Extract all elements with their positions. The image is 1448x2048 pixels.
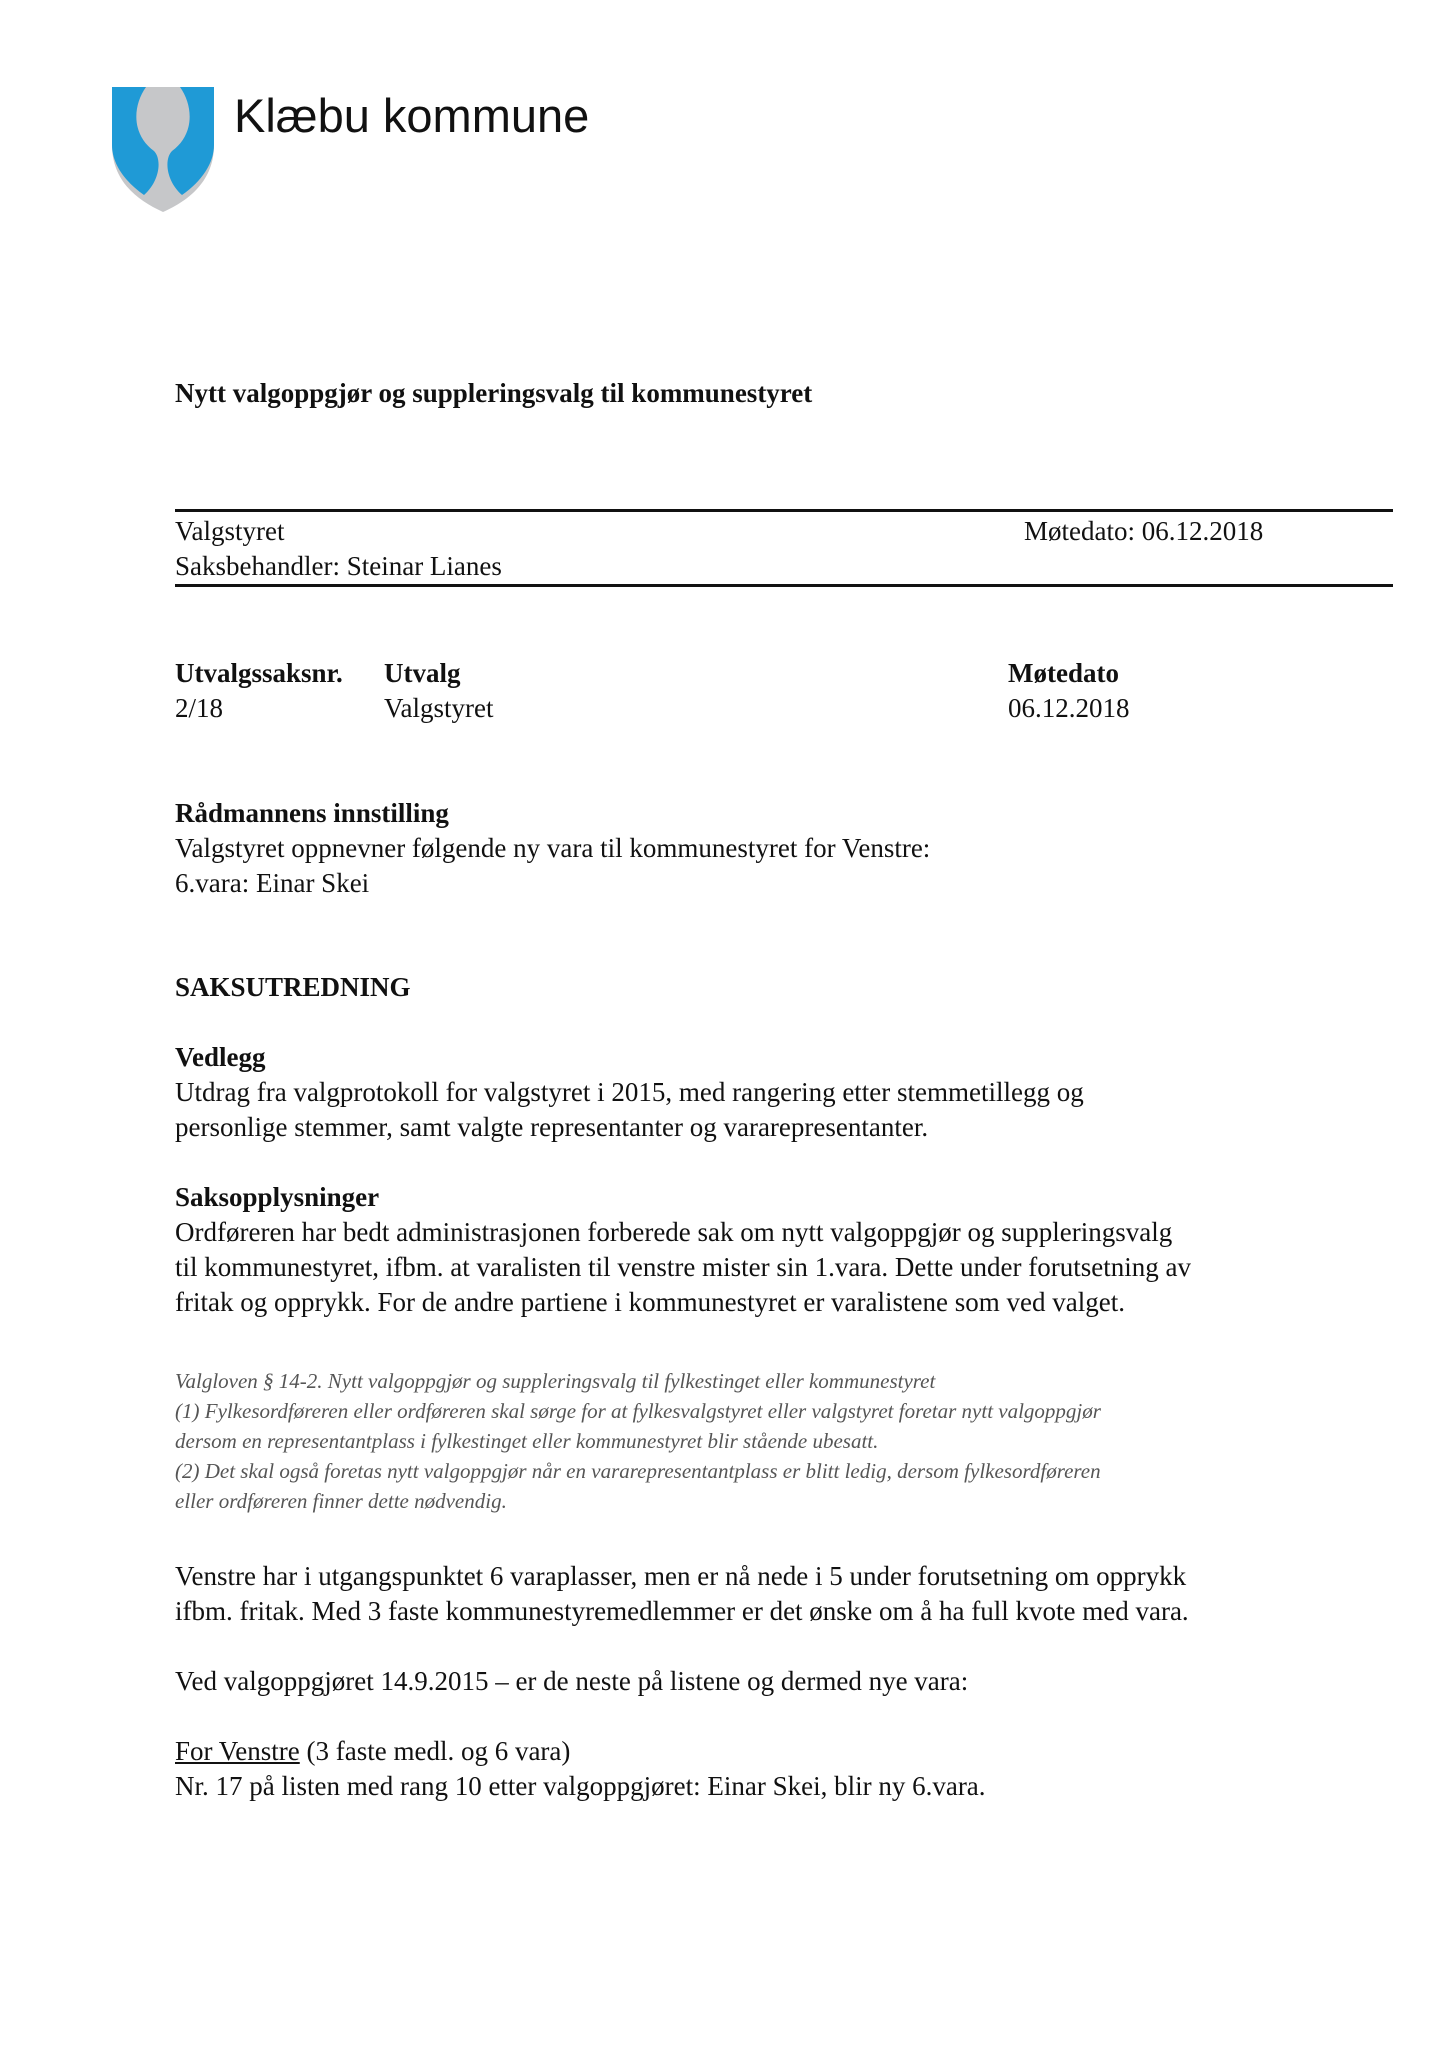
valgoppgjor-paragraph: Ved valgoppgjøret 14.9.2015 – er de neste på listene og dermed nye vara: xyxy=(175,1666,969,1696)
meeting-date: Møtedato: 06.12.2018 xyxy=(1024,516,1264,546)
section-heading: SAKSUTREDNING xyxy=(175,972,411,1002)
cell-date: 06.12.2018 xyxy=(1008,693,1130,723)
recommendation-heading: Rådmannens innstilling xyxy=(175,798,449,828)
attachments-line: Utdrag fra valgprotokoll for valgstyret i 2015, med rangering etter stemmetillegg og xyxy=(175,1077,1084,1107)
law-quote-line: (1) Fylkesordføreren eller ordføreren skal sørge for at fylkesvalgstyret eller valgstyret foretar nytt valgoppgjør xyxy=(175,1399,1101,1423)
document-title: Nytt valgoppgjør og suppleringsvalg til kommunestyret xyxy=(175,378,813,408)
case-officer: Saksbehandler: Steinar Lianes xyxy=(175,551,502,581)
divider-bottom xyxy=(175,584,1393,587)
attachments-heading: Vedlegg xyxy=(175,1042,266,1072)
header-committee: Utvalg xyxy=(384,658,461,688)
recommendation-line: 6.vara: Einar Skei xyxy=(175,868,370,898)
case-info-line: til kommunestyret, ifbm. at varalisten til venstre mister sin 1.vara. Dette under forutsetning av xyxy=(175,1252,1191,1282)
cell-case-no: 2/18 xyxy=(175,693,224,723)
coat-of-arms-icon xyxy=(110,85,216,213)
venstre-paragraph-line: Venstre har i utgangspunktet 6 varaplasser, men er nå nede i 5 under forutsetning om opprykk xyxy=(175,1561,1187,1591)
board-name: Valgstyret xyxy=(175,516,285,546)
for-venstre-label: For Venstre xyxy=(175,1736,300,1766)
cell-committee: Valgstyret xyxy=(384,693,494,723)
for-venstre-heading xyxy=(175,1734,570,1769)
law-quote-line: Valgloven § 14-2. Nytt valgoppgjør og suppleringsvalg til fylkestinget eller kommunestyret xyxy=(175,1369,936,1393)
case-info-line: Ordføreren har bedt administrasjonen forberede sak om nytt valgoppgjør og suppleringsvalg xyxy=(175,1217,1173,1247)
case-info-heading: Saksopplysninger xyxy=(175,1182,380,1212)
header-case-no: Utvalgssaksnr. xyxy=(175,658,343,688)
attachments-line: personlige stemmer, samt valgte representanter og vararepresentanter. xyxy=(175,1112,929,1142)
for-venstre-suffix: (3 faste medl. og 6 vara) xyxy=(299,1736,571,1766)
divider-top xyxy=(175,509,1393,512)
municipality-name: Klæbu kommune xyxy=(234,89,590,142)
law-quote-line: eller ordføreren finner dette nødvendig. xyxy=(175,1489,507,1513)
law-quote-line: dersom en representantplass i fylkestinget eller kommunestyret blir stående ubesatt. xyxy=(175,1429,879,1453)
case-info-line: fritak og opprykk. For de andre partiene i kommunestyret er varalistene som ved valget. xyxy=(175,1287,1125,1317)
header-date: Møtedato xyxy=(1008,658,1119,688)
recommendation-line: Valgstyret oppnevner følgende ny vara til kommunestyret for Venstre: xyxy=(175,833,931,863)
venstre-paragraph-line: ifbm. fritak. Med 3 faste kommunestyremedlemmer er det ønske om å ha full kvote med vara. xyxy=(175,1596,1189,1626)
law-quote-line: (2) Det skal også foretas nytt valgoppgjør når en vararepresentantplass er blitt ledig, dersom fylkesordføreren xyxy=(175,1459,1101,1483)
for-venstre-line: Nr. 17 på listen med rang 10 etter valgoppgjøret: Einar Skei, blir ny 6.vara. xyxy=(175,1771,986,1801)
